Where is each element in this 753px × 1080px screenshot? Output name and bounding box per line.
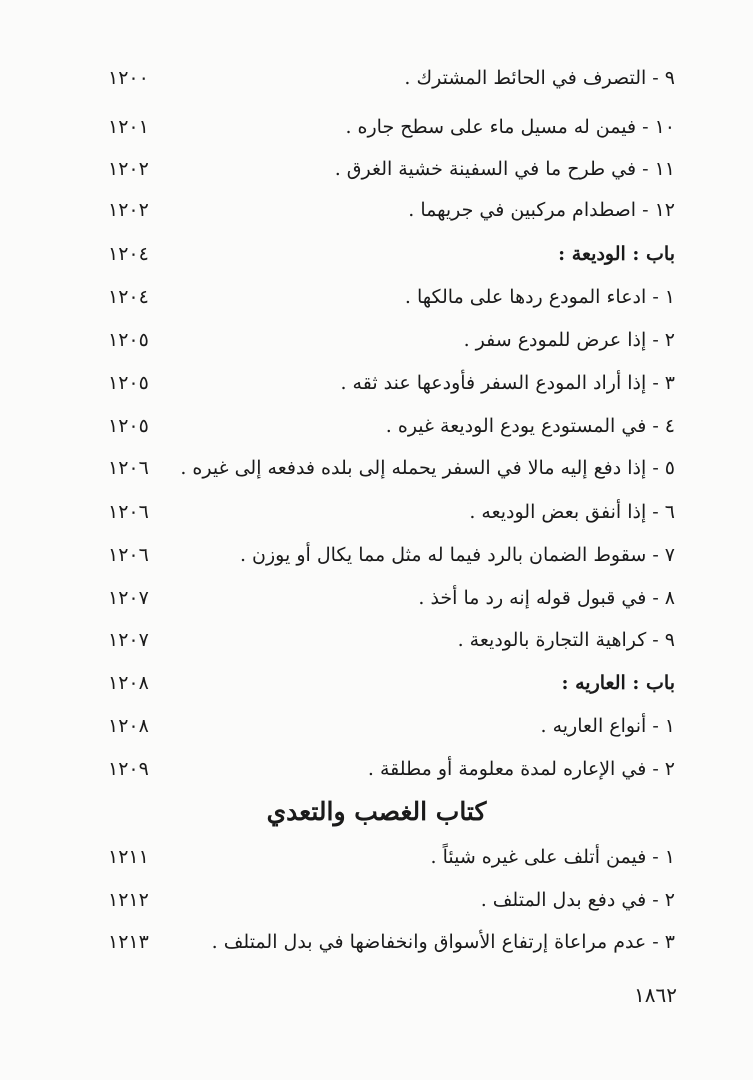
index-entry bbox=[0, 450, 753, 486]
entry-text: ٤ - في المستودع يودع الوديعة غيره . bbox=[385, 415, 675, 437]
entry-page-number: ١٢٠٢ bbox=[108, 158, 149, 180]
entry-page-number: ١٢٠٧ bbox=[108, 629, 149, 651]
entry-page-number: ١٢٠٠ bbox=[108, 67, 149, 89]
entry-page-number: ١٢٠٨ bbox=[108, 672, 149, 694]
entry-page-number: ١٢٠٧ bbox=[108, 587, 149, 609]
index-entry bbox=[0, 882, 753, 918]
index-entry bbox=[0, 839, 753, 875]
entry-text: ٧ - سقوط الضمان بالرد فيما له مثل مما يكال أو يوزن . bbox=[239, 544, 675, 566]
entry-text: ٣ - عدم مراعاة إرتفاع الأسواق وانخفاضها في بدل المتلف . bbox=[211, 931, 675, 953]
entry-text: ٦ - إذا أنفق بعض الوديعه . bbox=[469, 501, 675, 523]
index-entry bbox=[0, 708, 753, 744]
index-entry bbox=[0, 537, 753, 573]
index-entry bbox=[0, 622, 753, 658]
index-entry bbox=[0, 322, 753, 358]
entry-text: ٢ - إذا عرض للمودع سفر . bbox=[463, 329, 675, 351]
entry-text: باب : العاريه : bbox=[561, 672, 675, 694]
entry-page-number: ١٢١٢ bbox=[108, 889, 149, 911]
entry-text: ١١ - في طرح ما في السفينة خشية الغرق . bbox=[334, 158, 675, 180]
chapter-heading bbox=[0, 665, 753, 701]
entry-page-number: ١٢٠٥ bbox=[108, 329, 149, 351]
index-entry bbox=[0, 365, 753, 401]
entry-text: ١ - أنواع العاريه . bbox=[540, 715, 675, 737]
entry-text: ١٢ - اصطدام مركبين في جريهما . bbox=[408, 199, 675, 221]
entry-text: ٩ - كراهية التجارة بالوديعة . bbox=[457, 629, 675, 651]
entry-page-number: ١٢٠٩ bbox=[108, 758, 149, 780]
entry-page-number: ١٢٠٦ bbox=[108, 544, 149, 566]
index-entry bbox=[0, 494, 753, 530]
entry-page-number: ١٢٠٥ bbox=[108, 372, 149, 394]
index-entry bbox=[0, 924, 753, 960]
entry-page-number: ١٢٠٤ bbox=[108, 243, 149, 265]
entry-text: ٨ - في قبول قوله إنه رد ما أخذ . bbox=[418, 587, 675, 609]
entry-text: ١ - ادعاء المودع ردها على مالكها . bbox=[404, 286, 675, 308]
entry-text: ٩ - التصرف في الحائط المشترك . bbox=[404, 67, 675, 89]
entry-text: ١ - فيمن أتلف على غيره شيئاً . bbox=[430, 846, 675, 868]
index-entry bbox=[0, 192, 753, 228]
section-title: كتاب الغصب والتعدي bbox=[266, 797, 487, 826]
entry-page-number: ١٢٠٦ bbox=[108, 457, 149, 479]
entry-text: ٢ - في دفع بدل المتلف . bbox=[480, 889, 675, 911]
entry-text: ١٠ - فيمن له مسيل ماء على سطح جاره . bbox=[345, 116, 675, 138]
index-entry bbox=[0, 60, 753, 96]
entry-page-number: ١٢٠١ bbox=[108, 116, 149, 138]
entry-page-number: ١٢١٣ bbox=[108, 931, 149, 953]
entry-page-number: ١٢٠٢ bbox=[108, 199, 149, 221]
page-number: ١٨٦٢ bbox=[634, 983, 677, 1007]
index-entry bbox=[0, 580, 753, 616]
entry-text: ٢ - في الإعاره لمدة معلومة أو مطلقة . bbox=[367, 758, 675, 780]
entry-page-number: ١٢١١ bbox=[108, 846, 149, 868]
entry-page-number: ١٢٠٤ bbox=[108, 286, 149, 308]
index-entry bbox=[0, 109, 753, 145]
entry-text: باب : الوديعة : bbox=[558, 243, 675, 265]
entry-page-number: ١٢٠٥ bbox=[108, 415, 149, 437]
entry-page-number: ١٢٠٨ bbox=[108, 715, 149, 737]
index-entry bbox=[0, 151, 753, 187]
index-entry bbox=[0, 751, 753, 787]
entry-text: ٥ - إذا دفع إليه مالا في السفر يحمله إلى بلده فدفعه إلى غيره . bbox=[180, 457, 675, 479]
entry-text: ٣ - إذا أراد المودع السفر فأودعها عند ثقه . bbox=[340, 372, 675, 394]
chapter-heading bbox=[0, 236, 753, 272]
index-entry bbox=[0, 279, 753, 315]
index-entry bbox=[0, 408, 753, 444]
entry-page-number: ١٢٠٦ bbox=[108, 501, 149, 523]
